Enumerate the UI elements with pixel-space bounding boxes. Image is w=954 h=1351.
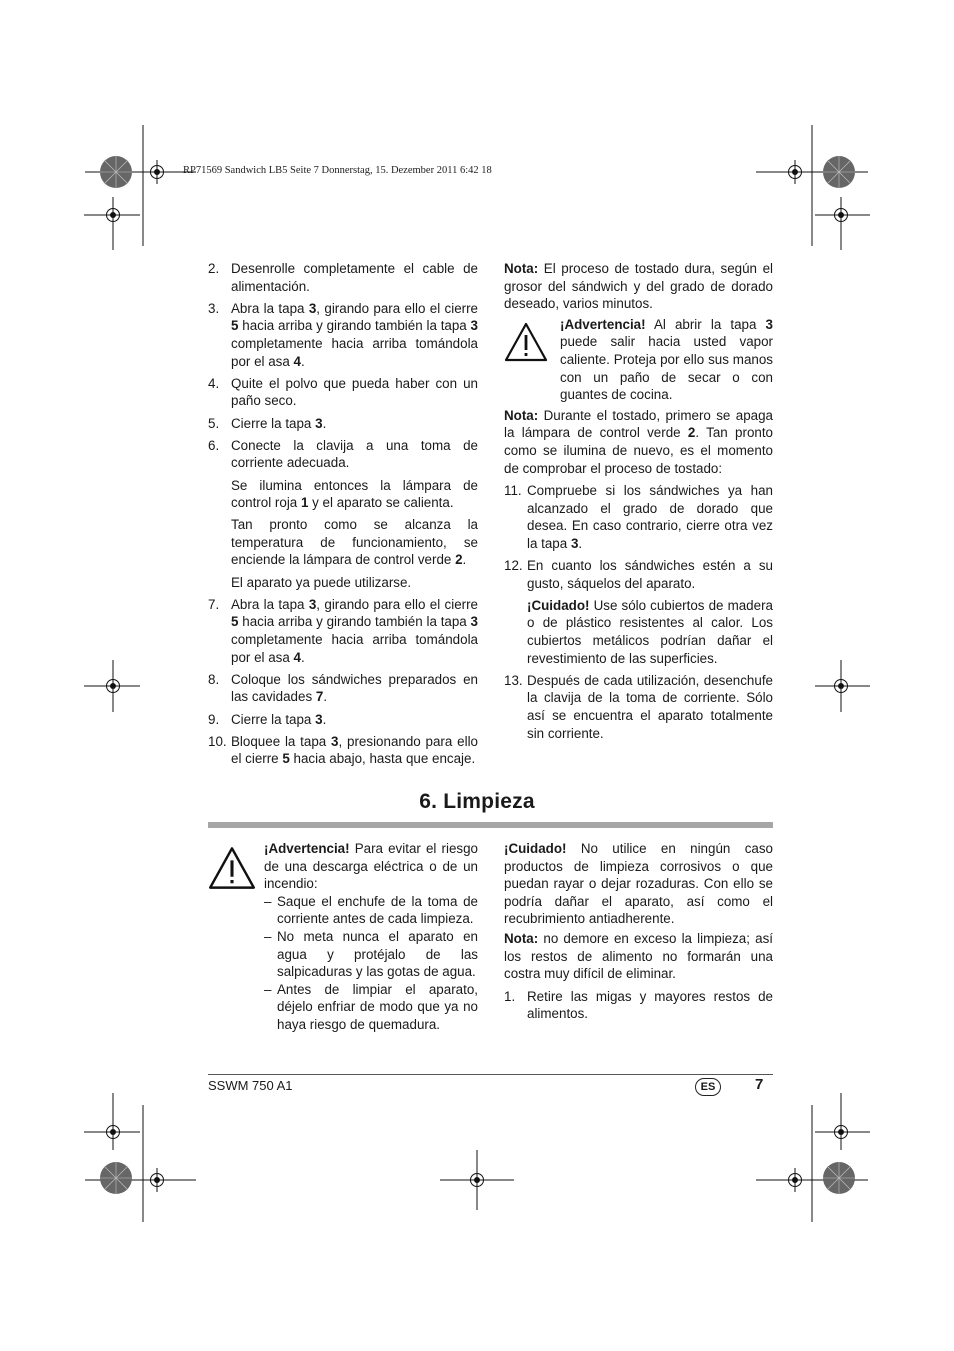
list-item — [504, 482, 773, 552]
list-item — [504, 988, 773, 1023]
bullet-item — [264, 981, 478, 1034]
electric-warning-text: ¡Advertencia! Para evitar el riesgo de una descarga eléctrica o de un incendio: – Saque el enchufe de la toma de corriente antes de cada limpieza. – No meta nunca el aparato en agua y protéjalo de las salpicaduras y las gotas de agua. – Antes de limpiar el aparato, déjelo enfriar de modo que ya no haya riesgo de quemadura. — [264, 841, 478, 1032]
list-number: 2. — [208, 261, 220, 276]
list-text: Compruebe si los sándwiches ya han alcanzado el grado de dorado que desea. En caso contrario, cierre otra vez la tapa 3. — [527, 483, 773, 551]
list-number: 7. — [208, 596, 220, 612]
list-text: En cuanto los sándwiches estén a su gusto, sáquelos del aparato. ¡Cuidado! Use sólo cubiertos de madera o de plástico resistentes al calor. Los cubiertos metálicos podrían dañar el revestimiento de las superficies. — [527, 558, 773, 666]
list-item — [208, 596, 478, 666]
list-item — [208, 733, 478, 768]
dash-bullet: – — [264, 981, 272, 997]
list-text: Abra la tapa 3, girando para ello el cierre 5 hacia arriba y girando también la tapa 3 completamente hacia arriba tomándola por el asa 4. — [231, 300, 479, 369]
list-text: Después de cada utilización, desenchufe la clavija de la toma de corriente. Sólo así se encuentra el aparato totalmente sin corriente. — [527, 672, 773, 741]
left-column — [208, 260, 478, 773]
list-number: 6. — [208, 437, 220, 453]
list-text: Bloquee la tapa 3, presionando para ello el cierre 5 hacia abajo, hasta que encaje. — [231, 733, 478, 767]
cleaning-right-column — [504, 840, 773, 1028]
list-text: Conecte la clavija a una toma de corriente adecuada. Se ilumina entonces la lámpara de control roja 1 y el aparato se calienta. Tan pronto como se alcanza la temperatura de funcionamiento, se enciende la lámpara de control verde 2. El aparato ya puede utilizarse. — [231, 437, 478, 590]
list-number: 1. — [504, 988, 516, 1004]
bullet-text: Saque el enchufe de la toma de corriente antes de cada limpieza. — [277, 893, 478, 927]
list-number: 4. — [208, 375, 220, 391]
list-text: Cierre la tapa 3. — [231, 415, 327, 431]
bullet-text: No meta nunca el aparato en agua y protéjalo de las salpicaduras y las gotas de agua. — [277, 928, 478, 980]
list-number: 10. — [208, 733, 227, 749]
list-item — [208, 711, 478, 729]
section-title: 6. Limpieza — [419, 790, 535, 813]
bullet-text: Antes de limpiar el aparato, déjelo enfriar de modo que ya no haya riesgo de quemadura. — [277, 981, 478, 1032]
list-text: Cierre la tapa 3. — [231, 711, 327, 727]
list-number: 13. — [504, 672, 523, 688]
dash-bullet: – — [264, 893, 272, 909]
list-text: Retire las migas y mayores restos de alimentos. — [527, 988, 773, 1022]
list-item — [208, 375, 478, 410]
note-control-lamp: Nota: Durante el tostado, primero se apaga la lámpara de control verde 2. Tan pronto como se ilumina de nuevo, es el momento de comprobar el proceso de tostado: — [504, 407, 774, 476]
dash-bullet: – — [264, 928, 272, 944]
steam-warning-text: ¡Advertencia! Al abrir la tapa 3 puede salir hacia usted vapor caliente. Proteja por ello sus manos con un paño de secar o con guantes de cocina. — [560, 316, 773, 403]
list-text: Coloque los sándwiches preparados en las cavidades 7. — [231, 671, 478, 705]
instruction-list-right — [504, 482, 773, 742]
list-item — [504, 557, 773, 667]
list-item — [208, 437, 478, 592]
list-text: Abra la tapa 3, girando para ello el cierre 5 hacia arriba y girando también la tapa 3 completamente hacia arriba tomándola por el asa 4. — [231, 596, 479, 665]
right-column — [504, 260, 773, 747]
print-header: RP71569 Sandwich LB5 Seite 7 Donnerstag, 15. Dezember 2011 6:42 18 — [183, 165, 492, 176]
list-item — [208, 300, 478, 370]
list-number: 8. — [208, 671, 220, 687]
instruction-list-left — [208, 260, 478, 768]
list-item — [504, 672, 773, 742]
list-number: 5. — [208, 415, 220, 431]
list-item — [208, 415, 478, 433]
warning-triangle-icon — [208, 840, 264, 1034]
list-number: 3. — [208, 300, 220, 316]
caution-cleaning-products: ¡Cuidado! No utilice en ningún caso productos de limpieza corrosivos o que puedan rayar o dejar rozaduras. Con ello se podría dañar el aparato, así como el recubrimiento antiadherente. — [504, 841, 773, 927]
list-text: Desenrolle completamente el cable de alimentación. — [231, 261, 478, 294]
bullet-item — [264, 928, 478, 981]
list-text: Quite el polvo que pueda haber con un paño seco. — [231, 375, 478, 409]
list-number: 12. — [504, 558, 523, 574]
cleaning-left-column — [208, 840, 478, 1037]
note-cleaning-delay: Nota: no demore en exceso la limpieza; así los restos de alimento no formarán una costra muy difícil de eliminar. — [504, 930, 773, 982]
cleaning-step-list — [504, 988, 773, 1023]
list-item — [208, 260, 478, 295]
list-number: 9. — [208, 711, 220, 727]
cleaning-bullet-list — [264, 893, 478, 1034]
section-rule — [208, 822, 773, 828]
list-number: 11. — [504, 483, 522, 499]
steam-warning — [504, 316, 773, 404]
footer-rule — [208, 1074, 773, 1075]
warning-triangle-icon — [504, 316, 560, 404]
language-badge: ES — [695, 1078, 721, 1096]
note-toasting-time: Nota: El proceso de tostado dura, según el grosor del sándwich y del grado de dorado deseado, varios minutos. — [504, 261, 773, 312]
page-number: 7 — [755, 1076, 764, 1093]
bullet-item — [264, 893, 478, 928]
list-item — [208, 671, 478, 706]
electric-warning — [208, 840, 478, 1034]
footer-model: SSWM 750 A1 — [208, 1078, 293, 1093]
